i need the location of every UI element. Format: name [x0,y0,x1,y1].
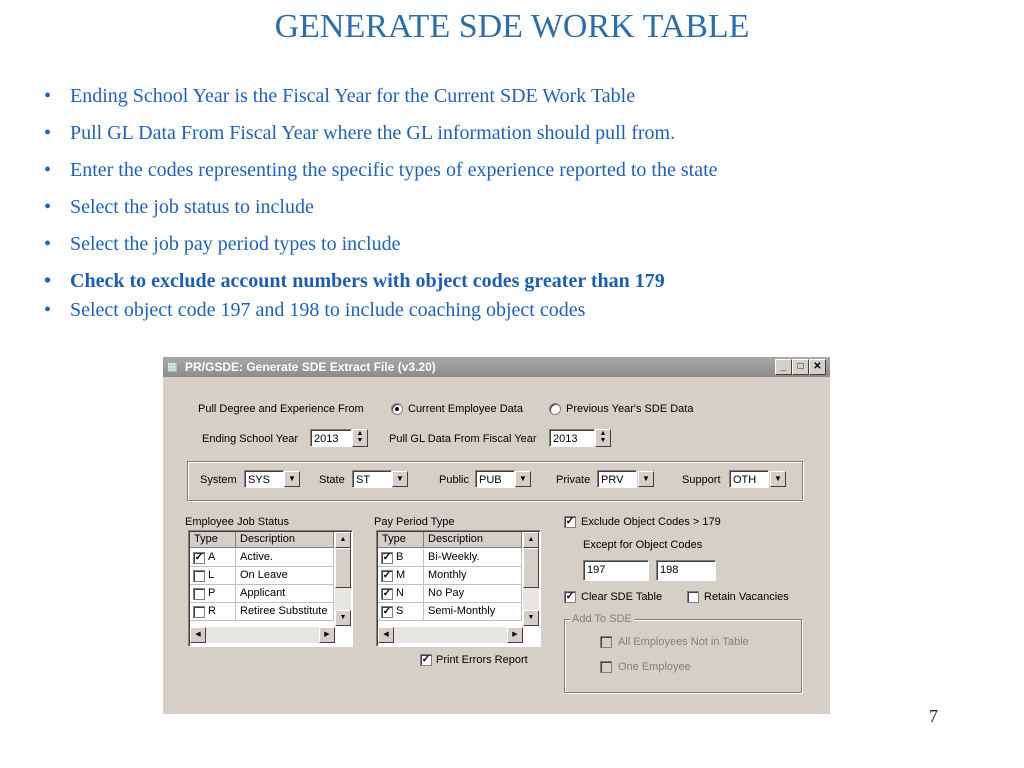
pull-gl-spinner[interactable]: ▲ ▼ [595,429,611,447]
table-cell[interactable]: Retiree Substitute [236,603,334,621]
pull-from-label: Pull Degree and Experience From [198,403,364,415]
table-row[interactable]: ✓ A [190,549,236,567]
scroll-thumb[interactable] [335,548,351,588]
state-dropdown-icon[interactable]: ▼ [392,471,408,487]
table-row[interactable]: R [190,603,236,621]
scroll-right-icon[interactable]: ▶ [319,627,335,643]
public-dropdown-icon[interactable]: ▼ [515,471,531,487]
column-header[interactable]: Description [424,532,522,548]
table-cell[interactable]: Active. [236,549,334,567]
public-code-select[interactable]: PUB [475,470,515,488]
scroll-thumb[interactable] [523,548,539,588]
table-row[interactable]: ✓ S [378,603,424,621]
horizontal-scrollbar[interactable] [190,627,335,643]
scroll-up-icon[interactable]: ▲ [335,532,351,548]
except-code-input-1[interactable]: 197 [583,560,649,581]
print-errors-checkbox[interactable]: ✓ [421,654,431,665]
previous-year-label: Previous Year's SDE Data [566,403,694,415]
clear-sde-checkbox[interactable]: ✓ [565,591,575,602]
one-employee-label: One Employee [618,661,691,673]
minimize-button[interactable]: _ [775,359,792,375]
table-cell[interactable]: Semi-Monthly [424,603,522,621]
private-dropdown-icon[interactable]: ▼ [638,471,654,487]
state-code-select[interactable]: ST [352,470,392,488]
bullet-item-bold: • Check to exclude account numbers with object codes greater than 179 [44,270,665,292]
table-cell[interactable]: On Leave [236,567,334,585]
table-row[interactable]: ✓ N [378,585,424,603]
retain-vacancies-label: Retain Vacancies [704,591,789,603]
add-to-sde-group [564,619,802,693]
current-employee-label: Current Employee Data [408,403,523,415]
column-header[interactable]: Type [378,532,424,548]
app-window [163,357,830,714]
add-to-sde-label: Add To SDE [572,613,632,625]
row-checkbox[interactable]: ✓ [194,552,204,563]
horizontal-scrollbar[interactable] [378,627,523,643]
public-code-label: Public [439,474,469,486]
system-code-select[interactable]: SYS [244,470,284,488]
support-code-select[interactable]: OTH [729,470,769,488]
row-checkbox[interactable]: ✓ [382,570,392,581]
private-code-label: Private [556,474,591,486]
exclude-codes-label: Exclude Object Codes > 179 [581,516,721,528]
ending-year-spinner[interactable]: ▲ ▼ [352,429,368,447]
job-status-grid [188,530,353,647]
scroll-right-icon[interactable]: ▶ [507,627,523,643]
bullet-item: • Select the job pay period types to include [44,233,401,255]
all-employees-checkbox[interactable] [600,636,612,648]
all-employees-label: All Employees Not in Table [618,636,749,648]
one-employee-checkbox[interactable] [600,661,612,673]
current-employee-radio[interactable] [391,403,403,415]
ending-year-input[interactable]: 2013 [310,429,352,447]
table-row[interactable]: L [190,567,236,585]
table-cell[interactable]: Monthly [424,567,522,585]
pull-gl-label: Pull GL Data From Fiscal Year [389,433,537,445]
pull-gl-input[interactable]: 2013 [549,429,595,447]
bullet-item: • Select object code 197 and 198 to include coaching object codes [44,299,586,321]
system-dropdown-icon[interactable]: ▼ [284,471,300,487]
bullet-item: • Pull GL Data From Fiscal Year where the GL information should pull from. [44,122,676,144]
pay-period-grid [376,530,541,647]
app-icon: ▦ [167,361,178,373]
print-errors-label: Print Errors Report [436,654,528,666]
support-dropdown-icon[interactable]: ▼ [770,471,786,487]
row-checkbox[interactable]: ✓ [382,588,392,599]
private-code-select[interactable]: PRV [597,470,637,488]
pay-period-title: Pay Period Type [374,516,455,528]
scroll-down-icon[interactable]: ▼ [523,610,539,626]
ending-year-label: Ending School Year [202,433,299,445]
table-cell[interactable]: Bi-Weekly. [424,549,522,567]
table-row[interactable]: ✓ M [378,567,424,585]
exclude-codes-checkbox[interactable]: ✓ [565,516,575,527]
table-cell[interactable]: No Pay [424,585,522,603]
bullet-item: • Select the job status to include [44,196,314,218]
close-button[interactable]: ✕ [809,359,826,375]
bullet-item: • Enter the codes representing the specific types of experience reported to the state [44,159,718,181]
bullet-item: • Ending School Year is the Fiscal Year for the Current SDE Work Table [44,85,636,107]
window-title: PR/GSDE: Generate SDE Extract File (v3.20) [185,360,436,374]
except-codes-label: Except for Object Codes [583,539,703,551]
row-checkbox[interactable] [193,570,205,582]
except-code-input-2[interactable]: 198 [656,560,716,581]
job-status-title: Employee Job Status [185,516,289,528]
table-row[interactable]: P [190,585,236,603]
retain-vacancies-checkbox[interactable] [687,591,699,603]
scroll-down-icon[interactable]: ▼ [335,610,351,626]
row-checkbox[interactable] [193,588,205,600]
scroll-up-icon[interactable]: ▲ [523,532,539,548]
column-header[interactable]: Description [236,532,334,548]
page-number: 7 [929,706,938,726]
table-cell[interactable]: Applicant [236,585,334,603]
slide-title: GENERATE SDE WORK TABLE [274,8,750,45]
row-checkbox[interactable]: ✓ [382,606,392,617]
previous-year-radio[interactable] [549,403,561,415]
state-code-label: State [319,474,345,486]
column-header[interactable]: Type [190,532,236,548]
system-code-label: System [200,474,237,486]
clear-sde-label: Clear SDE Table [581,591,663,603]
maximize-button[interactable]: □ [792,359,809,375]
support-code-label: Support [682,474,721,486]
scroll-left-icon[interactable]: ◀ [190,627,206,643]
scroll-left-icon[interactable]: ◀ [378,627,394,643]
bullet-list [44,84,1004,335]
window-titlebar[interactable] [163,357,830,377]
table-row[interactable]: ✓ B [378,549,424,567]
row-checkbox[interactable] [193,606,205,618]
row-checkbox[interactable]: ✓ [382,552,392,563]
